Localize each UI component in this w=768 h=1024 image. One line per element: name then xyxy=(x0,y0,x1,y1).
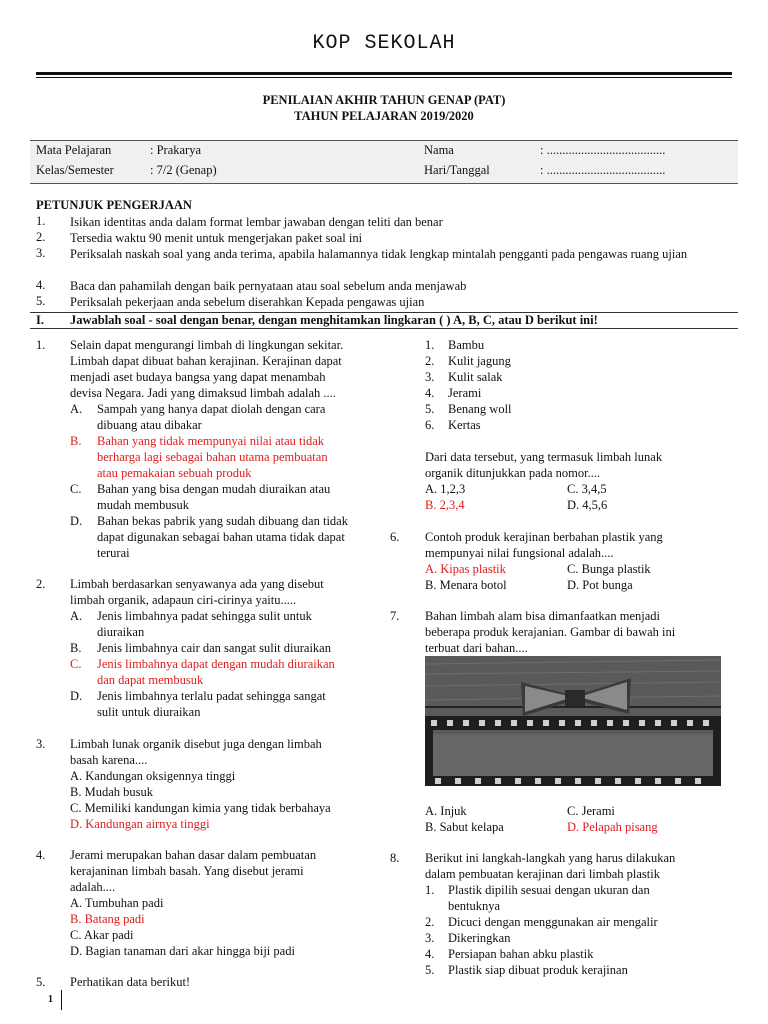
question-number: 1. xyxy=(36,338,46,352)
step-number: 2. xyxy=(425,915,435,929)
step-number: 3. xyxy=(425,931,435,945)
instruction-text: Periksalah pekerjaan anda sebelum diserahkan Kepada pengawas ujian xyxy=(70,295,425,309)
question-stem: Limbah berdasarkan senyawanya ada yang disebut xyxy=(70,577,324,591)
option-d[interactable]: D. Pot bunga xyxy=(567,578,633,592)
question-stem: menjadi aset budaya bangsa yang dapat menambah xyxy=(70,370,326,384)
petunjuk-heading: PETUNJUK PENGERJAAN xyxy=(36,198,192,212)
option-a-cont[interactable]: dibuang atau dibakar xyxy=(97,418,202,432)
craft-bag-image xyxy=(425,656,721,786)
question-stem: terbuat dari bahan.... xyxy=(425,641,528,655)
page-number: 1 xyxy=(48,994,53,1005)
option-d[interactable]: Jenis limbahnya terlalu padat sehingga sangat xyxy=(97,689,326,703)
option-letter: D. xyxy=(70,689,83,703)
option-a[interactable]: Jenis limbahnya padat sehingga sulit untuk xyxy=(97,609,312,623)
option-b-answer[interactable]: Bahan yang tidak mempunyai nilai atau tidak xyxy=(97,434,325,448)
option-b-answer[interactable]: B. Batang padi xyxy=(70,912,145,926)
option-d[interactable]: Bahan bekas pabrik yang sudah dibuang dan tidak xyxy=(97,514,348,528)
data-number: 4. xyxy=(425,386,435,400)
exam-year: TAHUN PELAJARAN 2019/2020 xyxy=(294,109,474,123)
instruction-text: Periksalah naskah soal yang anda terima, apabila halamannya tidak lengkap mintalah pengganti pada pengawas ruang ujian xyxy=(70,247,688,261)
kop-sekolah: KOP SEKOLAH xyxy=(312,32,456,55)
option-d-answer[interactable]: D. Kandungan airnya tinggi xyxy=(70,817,210,831)
option-c-cont[interactable]: dan dapat membusuk xyxy=(97,673,204,687)
data-number: 1. xyxy=(425,338,435,352)
step-text: Plastik siap dibuat produk kerajinan xyxy=(448,963,628,977)
step-number: 5. xyxy=(425,963,435,977)
kelas-label: Kelas/Semester xyxy=(36,163,114,177)
question-number: 7. xyxy=(390,609,400,623)
kelas-value: : 7/2 (Genap) xyxy=(150,163,217,177)
section-number: I. xyxy=(36,313,44,327)
hari-label: Hari/Tanggal xyxy=(424,163,490,177)
identity-box xyxy=(30,140,738,184)
option-letter: B. xyxy=(70,641,82,655)
data-item: Benang woll xyxy=(448,402,512,416)
step-text: bentuknya xyxy=(448,899,501,913)
question-stem: Contoh produk kerajinan berbahan plastik yang xyxy=(425,530,663,544)
option-a[interactable]: A. Injuk xyxy=(425,804,467,818)
step-text: Plastik dipilih sesuai dengan ukuran dan xyxy=(448,883,650,897)
option-c[interactable]: C. Memiliki kandungan kimia yang tidak berbahaya xyxy=(70,801,331,815)
option-d-cont[interactable]: sulit untuk diuraikan xyxy=(97,705,201,719)
option-b-cont[interactable]: atau pemakaian sebuah produk xyxy=(97,466,252,480)
option-d-answer[interactable]: D. Pelapah pisang xyxy=(567,820,658,834)
question-stem: Perhatikan data berikut! xyxy=(70,975,191,989)
option-letter: B. xyxy=(70,434,82,448)
option-a[interactable]: A. Tumbuhan padi xyxy=(70,896,164,910)
instruction-number: 3. xyxy=(36,246,46,260)
question-stem: limbah organik, adapaun ciri-cirinya yaitu..... xyxy=(70,593,297,607)
option-d[interactable]: D. 4,5,6 xyxy=(567,498,608,512)
option-a[interactable]: Sampah yang hanya dapat diolah dengan cara xyxy=(97,402,326,416)
option-c[interactable]: C. Jerami xyxy=(567,804,615,818)
question-stem: Berikut ini langkah-langkah yang harus dilakukan xyxy=(425,851,676,865)
step-text: Dikeringkan xyxy=(448,931,511,945)
option-letter: A. xyxy=(70,402,83,416)
step-number: 4. xyxy=(425,947,435,961)
option-d-cont[interactable]: terurai xyxy=(97,546,130,560)
nama-label: Nama xyxy=(424,143,454,157)
section-text: Jawablah soal - soal dengan benar, dengan menghitamkan lingkaran ( ) A, B, C, atau D berikut ini! xyxy=(70,313,598,327)
question-stem: Limbah lunak organik disebut juga dengan limbah xyxy=(70,737,322,751)
question-number: 6. xyxy=(390,530,400,544)
section-instruction-bar xyxy=(30,312,738,329)
instruction-number: 5. xyxy=(36,294,46,308)
data-item: Kertas xyxy=(448,418,481,432)
step-text: Persiapan bahan abku plastik xyxy=(448,947,594,961)
nama-field[interactable]: : ...................................... xyxy=(540,143,666,157)
question-stem: Bahan limbah alam bisa dimanfaatkan menjadi xyxy=(425,609,660,623)
question-number: 4. xyxy=(36,848,46,862)
hari-field[interactable]: : ...................................... xyxy=(540,163,666,177)
instruction-number: 4. xyxy=(36,278,46,292)
step-number: 1. xyxy=(425,883,435,897)
data-number: 3. xyxy=(425,370,435,384)
option-c[interactable]: C. Akar padi xyxy=(70,928,134,942)
option-a[interactable]: A. Kandungan oksigennya tinggi xyxy=(70,769,236,783)
question-number: 5. xyxy=(36,975,46,989)
data-number: 2. xyxy=(425,354,435,368)
option-c-cont[interactable]: mudah membusuk xyxy=(97,498,190,512)
option-a[interactable]: A. 1,2,3 xyxy=(425,482,466,496)
page-number-divider xyxy=(61,990,62,1010)
question-stem: kerajaninan limbah basah. Yang disebut jerami xyxy=(70,864,304,878)
exam-title: PENILAIAN AKHIR TAHUN GENAP (PAT) xyxy=(262,93,506,107)
header-rule-thin xyxy=(36,77,732,78)
option-d[interactable]: D. Bagian tanaman dari akar hingga biji padi xyxy=(70,944,295,958)
option-c[interactable]: C. Bunga plastik xyxy=(567,562,651,576)
question-stem: Jerami merupakan bahan dasar dalam pembuatan xyxy=(70,848,317,862)
question-stem: organik ditunjukkan pada nomor.... xyxy=(425,466,601,480)
option-c[interactable]: Bahan yang bisa dengan mudah diuraikan atau xyxy=(97,482,331,496)
question-stem: basah karena.... xyxy=(70,753,148,767)
option-b-answer[interactable]: B. 2,3,4 xyxy=(425,498,465,512)
data-item: Jerami xyxy=(448,386,482,400)
header-rule-thick xyxy=(36,72,732,75)
option-b[interactable]: B. Mudah busuk xyxy=(70,785,153,799)
question-stem: Selain dapat mengurangi limbah di lingkungan sekitar. xyxy=(70,338,344,352)
question-number: 3. xyxy=(36,737,46,751)
option-c[interactable]: C. 3,4,5 xyxy=(567,482,607,496)
question-stem: adalah.... xyxy=(70,880,116,894)
option-d-cont[interactable]: dapat digunakan sebagai bahan utama tidak dapat xyxy=(97,530,345,544)
data-item: Kulit salak xyxy=(448,370,503,384)
instruction-number: 2. xyxy=(36,230,46,244)
option-letter: A. xyxy=(70,609,83,623)
option-b-cont[interactable]: berharga lagi sebagai bahan utama pembuatan xyxy=(97,450,328,464)
option-b[interactable]: B. Menara botol xyxy=(425,578,507,592)
question-stem: mempunyai nilai fungsional adalah.... xyxy=(425,546,614,560)
instruction-text: Tersedia waktu 90 menit untuk mengerjakan paket soal ini xyxy=(70,231,363,245)
option-letter: C. xyxy=(70,482,82,496)
question-stem: Limbah dapat dibuat bahan kerajinan. Kerajinan dapat xyxy=(70,354,342,368)
instruction-text: Isikan identitas anda dalam format lembar jawaban dengan teliti dan benar xyxy=(70,215,443,229)
option-a-answer[interactable]: A. Kipas plastik xyxy=(425,562,506,576)
data-item: Bambu xyxy=(448,338,485,352)
option-c-answer[interactable]: Jenis limbahnya dapat dengan mudah diuraikan xyxy=(97,657,335,671)
mapel-value: : Prakarya xyxy=(150,143,202,157)
question-stem: devisa Negara. Jadi yang dimaksud limbah adalah .... xyxy=(70,386,336,400)
data-number: 5. xyxy=(425,402,435,416)
instruction-text: Baca dan pahamilah dengan baik pernyataan atau soal sebelum anda menjawab xyxy=(70,279,467,293)
option-letter: D. xyxy=(70,514,83,528)
question-number: 8. xyxy=(390,851,400,865)
question-number: 2. xyxy=(36,577,46,591)
question-stem: Dari data tersebut, yang termasuk limbah lunak xyxy=(425,450,663,464)
data-item: Kulit jagung xyxy=(448,354,511,368)
question-stem: dalam pembuatan kerajinan dari limbah plastik xyxy=(425,867,660,881)
mapel-label: Mata Pelajaran xyxy=(36,143,112,157)
question-stem: beberapa produk kerajanian. Gambar di bawah ini xyxy=(425,625,676,639)
option-letter: C. xyxy=(70,657,82,671)
step-text: Dicuci dengan menggunakan air mengalir xyxy=(448,915,658,929)
option-b[interactable]: Jenis limbahnya cair dan sangat sulit diuraikan xyxy=(97,641,331,655)
data-number: 6. xyxy=(425,418,435,432)
instruction-number: 1. xyxy=(36,214,46,228)
option-b[interactable]: B. Sabut kelapa xyxy=(425,820,504,834)
option-a-cont[interactable]: diuraikan xyxy=(97,625,145,639)
